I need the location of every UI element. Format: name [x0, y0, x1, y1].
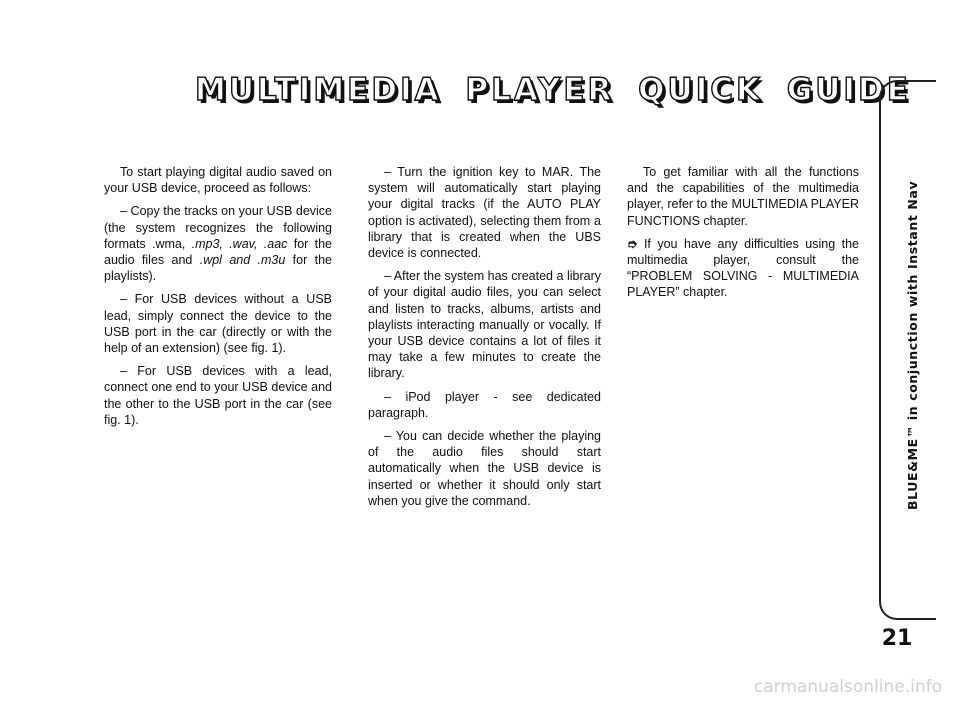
italic-formats: .wpl and .m3u [199, 253, 286, 268]
paragraph: – After the system has created a library of your digital audio files, you can select and listen to tracks, albums, artists and playlists interacting manually or vocally. If your USB device contains a lot of files it may take a few minutes to create the library. [368, 269, 601, 381]
text-run: If you have any difficulties using the multimedia player, consult the “PROBLEM SOLVING - MULTIMEDIA PLAYER” chapter. [627, 236, 859, 300]
paragraph: – iPod player - see dedicated paragraph. [368, 389, 601, 420]
watermark: carmanualsonline.info [753, 677, 942, 697]
paragraph: – For USB devices with a lead, connect one end to your USB device and the other to the USB port in the car (see fig. 1). [104, 364, 332, 427]
text-run: – Copy the tracks on your USB device (the system recognizes the following formats .wma, [104, 204, 332, 251]
paragraph: To get familiar with all the functions and the capabilities of the multimedia player, refer to the MULTIMEDIA PLAYER FUNCTIONS chapter. [627, 165, 859, 228]
page-number: 21 [881, 626, 913, 651]
text-column-1 [104, 164, 332, 435]
paragraph [627, 236, 859, 301]
paragraph [104, 203, 332, 284]
text-run: for the audio files and [104, 236, 332, 268]
paragraph: – For USB devices without a USB lead, simply connect the device to the USB port in the car (directly or with the help of an extension) (see fig. 1). [104, 292, 332, 356]
text-column-2 [368, 164, 601, 516]
text-run: for the playlists). [104, 253, 332, 284]
italic-formats: .mp3, .wav, .aac [191, 236, 288, 251]
paragraph: – Turn the ignition key to MAR. The system will automatically start playing your digital tracks (if the AUTO PLAY option is activated), selecting them from a library that is created when the UBS device is connected. [368, 165, 601, 261]
text-column-3 [627, 164, 859, 308]
paragraph: – You can decide whether the playing of the audio files should start automatically when the USB device is inserted or whether it should only start when you give the command. [368, 429, 601, 508]
arrow-icon: ➮ [627, 236, 638, 251]
side-label: BLUE&ME™ in conjunction with Instant Nav [905, 180, 920, 510]
paragraph: To start playing digital audio saved on your USB device, proceed as follows: [104, 165, 332, 196]
page-title: MULTIMEDIA PLAYER QUICK GUIDE [195, 72, 911, 108]
